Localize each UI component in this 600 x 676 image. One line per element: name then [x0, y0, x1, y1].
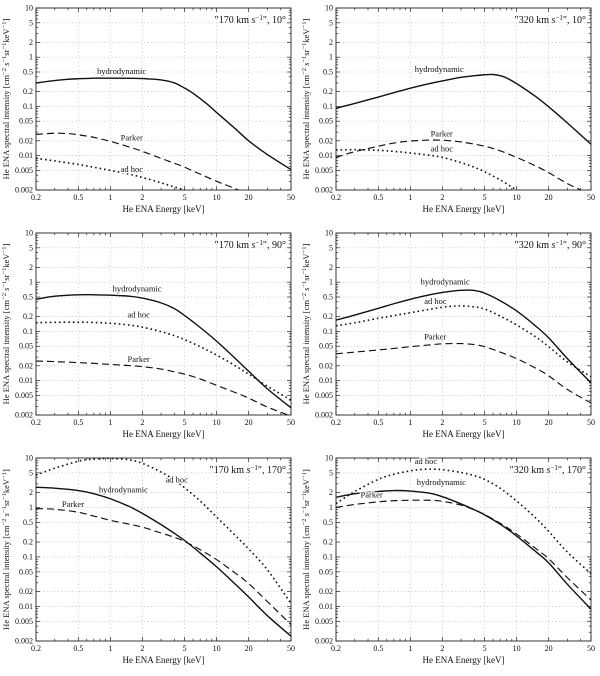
- svg-text:0.05: 0.05: [319, 116, 333, 126]
- svg-text:10: 10: [512, 193, 521, 202]
- svg-text:0.002: 0.002: [315, 410, 333, 420]
- svg-text:0.2: 0.2: [31, 193, 41, 202]
- svg-text:1: 1: [408, 193, 413, 202]
- svg-text:0.2: 0.2: [323, 537, 333, 547]
- svg-text:0.05: 0.05: [319, 567, 333, 577]
- curve-label-Parker: Parker: [360, 489, 383, 500]
- svg-text:10: 10: [212, 193, 221, 202]
- svg-text:0.02: 0.02: [19, 361, 33, 371]
- svg-text:0.1: 0.1: [23, 326, 33, 336]
- curve-hydrodynamic: [36, 484, 291, 636]
- svg-text:0.01: 0.01: [19, 151, 33, 161]
- curve-label-hydrodynamic: hydrodynamic: [420, 276, 470, 287]
- curve-hydrodynamic: [336, 290, 591, 383]
- plot-320kms-10deg: [300, 0, 600, 225]
- svg-text:50: 50: [287, 418, 295, 427]
- svg-text:0.5: 0.5: [23, 517, 33, 527]
- svg-text:0.02: 0.02: [319, 361, 333, 371]
- svg-text:1: 1: [29, 52, 33, 62]
- x-axis-label: He ENA Energy [keV]: [122, 204, 205, 214]
- svg-text:5: 5: [482, 644, 487, 653]
- svg-text:0.2: 0.2: [331, 193, 341, 202]
- svg-text:0.5: 0.5: [23, 67, 33, 77]
- curve-Parker: [336, 500, 591, 600]
- plot-320kms-170deg: [300, 450, 600, 676]
- svg-text:0.005: 0.005: [315, 165, 333, 175]
- plot-frame: [36, 8, 291, 190]
- panel-170kms-10deg: [0, 0, 300, 225]
- svg-text:0.002: 0.002: [15, 185, 33, 195]
- svg-text:2: 2: [440, 193, 445, 202]
- svg-text:10: 10: [512, 644, 521, 653]
- curve-label-ad-hoc: ad hoc: [430, 143, 453, 154]
- svg-text:0.05: 0.05: [19, 116, 33, 126]
- curve-ad-hoc: [36, 458, 291, 603]
- plot-320kms-90deg: [300, 225, 600, 450]
- svg-text:10: 10: [212, 418, 221, 427]
- svg-text:20: 20: [544, 418, 553, 427]
- svg-text:20: 20: [544, 193, 553, 202]
- curve-label-hydrodynamic: hydrodynamic: [98, 484, 148, 495]
- svg-text:0.01: 0.01: [319, 151, 333, 161]
- svg-text:5: 5: [329, 243, 333, 253]
- panel-title: "170 km $s^{-1}$", 170°: [209, 463, 286, 476]
- svg-text:0.005: 0.005: [315, 390, 333, 400]
- svg-text:50: 50: [587, 644, 595, 653]
- svg-text:0.2: 0.2: [23, 312, 33, 322]
- svg-text:2: 2: [29, 488, 33, 498]
- curve-label-Parker: Parker: [120, 132, 143, 143]
- svg-text:5: 5: [182, 193, 187, 202]
- svg-text:0.005: 0.005: [15, 165, 33, 175]
- tick-labels: [15, 4, 295, 203]
- svg-text:0.5: 0.5: [323, 292, 333, 302]
- svg-text:0.02: 0.02: [19, 136, 33, 146]
- svg-text:2: 2: [440, 644, 445, 653]
- panel-320kms-170deg: [300, 450, 600, 676]
- gridlines: [336, 233, 591, 415]
- svg-text:0.1: 0.1: [323, 326, 333, 336]
- svg-text:0.2: 0.2: [23, 87, 33, 97]
- panel-title: "170 km $s^{-1}$", 90°: [214, 238, 286, 251]
- tick-labels: [15, 229, 295, 428]
- panel-title: "320 km $s^{-1}$", 10°: [514, 13, 586, 26]
- y-axis-label: He ENA spectral intensity [$cm^{-2}$ $s^{-1}sr^{-1}keV^{-1}$]: [0, 469, 11, 630]
- svg-text:0.01: 0.01: [319, 376, 333, 386]
- svg-text:0.5: 0.5: [73, 193, 84, 202]
- y-axis-label: He ENA spectral intensity [$cm^{-2}$ $s^{-1}sr^{-1}keV^{-1}$]: [0, 18, 11, 180]
- plot-frame: [336, 8, 591, 190]
- svg-text:1: 1: [329, 52, 333, 62]
- svg-text:10: 10: [325, 3, 333, 13]
- curve-label-hydrodynamic: hydrodynamic: [112, 283, 162, 294]
- svg-text:2: 2: [329, 488, 333, 498]
- x-axis-label: He ENA Energy [keV]: [422, 204, 505, 214]
- svg-text:5: 5: [182, 644, 187, 653]
- curve-hydrodynamic: [36, 295, 291, 408]
- x-axis-label: He ENA Energy [keV]: [122, 655, 205, 665]
- x-axis-label: He ENA Energy [keV]: [122, 429, 205, 439]
- svg-text:0.2: 0.2: [31, 644, 41, 653]
- svg-text:5: 5: [29, 243, 33, 253]
- curve-label-ad-hoc: ad hoc: [165, 474, 188, 485]
- svg-text:2: 2: [29, 37, 33, 47]
- tick-labels: [315, 229, 595, 428]
- plot-frame: [36, 458, 291, 641]
- svg-text:0.5: 0.5: [23, 292, 33, 302]
- svg-text:0.2: 0.2: [323, 312, 333, 322]
- svg-text:20: 20: [244, 193, 253, 202]
- svg-text:2: 2: [440, 418, 445, 427]
- svg-text:0.1: 0.1: [323, 101, 333, 111]
- y-axis-label: He ENA spectral intensity [$cm^{-2}$ $s^{-1}sr^{-1}keV^{-1}$]: [300, 469, 311, 630]
- curve-label-ad-hoc: ad hoc: [414, 455, 438, 466]
- svg-text:20: 20: [244, 418, 253, 427]
- svg-text:0.5: 0.5: [323, 517, 333, 527]
- svg-text:1: 1: [29, 277, 33, 287]
- svg-text:5: 5: [329, 468, 333, 478]
- svg-text:50: 50: [587, 193, 595, 202]
- curves: [36, 78, 291, 190]
- curve-label-hydrodynamic: hydrodynamic: [97, 65, 147, 76]
- curve-Parker: [336, 344, 591, 403]
- svg-text:0.01: 0.01: [19, 376, 33, 386]
- svg-text:0.005: 0.005: [315, 616, 333, 626]
- svg-text:0.2: 0.2: [323, 87, 333, 97]
- svg-text:0.2: 0.2: [331, 418, 341, 427]
- curve-hydrodynamic: [336, 74, 591, 144]
- axis-ticks: [336, 8, 591, 190]
- svg-text:5: 5: [29, 468, 33, 478]
- svg-text:0.05: 0.05: [319, 341, 333, 351]
- svg-text:2: 2: [140, 193, 145, 202]
- svg-text:10: 10: [512, 418, 521, 427]
- curve-label-hydrodynamic: hydrodynamic: [416, 476, 466, 487]
- panel-170kms-90deg: [0, 225, 300, 450]
- svg-text:1: 1: [29, 502, 33, 512]
- gridlines: [36, 458, 291, 641]
- svg-text:20: 20: [244, 644, 253, 653]
- plot-170kms-170deg: [0, 450, 300, 676]
- gridlines: [36, 8, 291, 190]
- svg-text:0.5: 0.5: [373, 193, 384, 202]
- curve-ad-hoc: [36, 322, 291, 400]
- plot-frame: [336, 233, 591, 415]
- svg-text:2: 2: [329, 37, 333, 47]
- x-axis-label: He ENA Energy [keV]: [422, 655, 505, 665]
- svg-text:0.5: 0.5: [73, 644, 84, 653]
- svg-text:10: 10: [25, 3, 33, 13]
- svg-text:2: 2: [140, 418, 145, 427]
- svg-text:5: 5: [182, 418, 187, 427]
- svg-text:10: 10: [325, 453, 333, 463]
- svg-text:0.002: 0.002: [15, 636, 33, 646]
- svg-text:0.02: 0.02: [319, 136, 333, 146]
- svg-text:1: 1: [408, 418, 413, 427]
- curve-label-hydrodynamic: hydrodynamic: [414, 64, 464, 75]
- svg-text:0.005: 0.005: [15, 616, 33, 626]
- panel-title: "320 km $s^{-1}$", 90°: [514, 238, 586, 251]
- svg-text:0.1: 0.1: [323, 552, 333, 562]
- curve-label-ad-hoc: ad hoc: [424, 296, 447, 307]
- curve-label-Parker: Parker: [61, 499, 85, 510]
- x-axis-label: He ENA Energy [keV]: [422, 429, 505, 439]
- svg-text:1: 1: [108, 418, 113, 427]
- curves: [36, 295, 291, 416]
- gridlines: [36, 233, 291, 415]
- y-axis-label: He ENA spectral intensity [$cm^{-2}$ $s^{-1}sr^{-1}keV^{-1}$]: [0, 243, 11, 405]
- svg-text:0.02: 0.02: [19, 587, 33, 597]
- plot-170kms-90deg: [0, 225, 300, 450]
- svg-text:0.02: 0.02: [319, 587, 333, 597]
- svg-text:0.01: 0.01: [19, 601, 33, 611]
- svg-text:1: 1: [329, 502, 333, 512]
- svg-text:5: 5: [29, 18, 33, 28]
- svg-text:0.01: 0.01: [319, 601, 333, 611]
- axis-ticks: [36, 458, 291, 641]
- svg-text:0.005: 0.005: [15, 390, 33, 400]
- axis-ticks: [36, 8, 291, 190]
- svg-text:0.002: 0.002: [315, 185, 333, 195]
- y-axis-label: He ENA spectral intensity [$cm^{-2}$ $s^{-1}sr^{-1}keV^{-1}$]: [300, 243, 311, 405]
- svg-text:1: 1: [108, 193, 113, 202]
- curve-label-Parker: Parker: [424, 331, 447, 342]
- svg-text:0.5: 0.5: [373, 418, 384, 427]
- plot-frame: [36, 233, 291, 415]
- svg-text:1: 1: [329, 277, 333, 287]
- svg-text:5: 5: [482, 193, 487, 202]
- svg-text:0.2: 0.2: [331, 644, 341, 653]
- gridlines: [336, 8, 591, 190]
- panel-title: "320 km $s^{-1}$", 170°: [509, 463, 586, 476]
- svg-text:0.002: 0.002: [15, 410, 33, 420]
- svg-text:0.2: 0.2: [23, 537, 33, 547]
- svg-text:10: 10: [325, 228, 333, 238]
- plot-170kms-10deg: [0, 0, 300, 225]
- curve-Parker: [36, 361, 291, 416]
- svg-text:10: 10: [212, 644, 221, 653]
- svg-text:2: 2: [140, 644, 145, 653]
- svg-text:0.1: 0.1: [23, 101, 33, 111]
- svg-text:50: 50: [587, 418, 595, 427]
- svg-text:20: 20: [544, 644, 553, 653]
- svg-text:2: 2: [29, 262, 33, 272]
- curve-Parker: [336, 140, 581, 190]
- svg-text:0.1: 0.1: [23, 552, 33, 562]
- svg-text:0.05: 0.05: [19, 341, 33, 351]
- svg-text:0.5: 0.5: [373, 644, 384, 653]
- svg-text:10: 10: [25, 453, 33, 463]
- y-axis-label: He ENA spectral intensity [$cm^{-2}$ $s^{-1}sr^{-1}keV^{-1}$]: [300, 18, 311, 180]
- svg-text:0.05: 0.05: [19, 567, 33, 577]
- svg-text:10: 10: [25, 228, 33, 238]
- curve-label-Parker: Parker: [127, 354, 150, 365]
- panel-title: "170 km $s^{-1}$", 10°: [214, 13, 286, 26]
- curve-label-Parker: Parker: [430, 128, 453, 139]
- axis-ticks: [36, 233, 291, 415]
- curves: [36, 458, 291, 636]
- svg-text:0.5: 0.5: [323, 67, 333, 77]
- svg-text:0.2: 0.2: [31, 418, 41, 427]
- svg-text:50: 50: [287, 193, 295, 202]
- panel-320kms-90deg: [300, 225, 600, 450]
- svg-text:1: 1: [108, 644, 113, 653]
- panel-170kms-170deg: [0, 450, 300, 676]
- svg-text:0.002: 0.002: [315, 636, 333, 646]
- curve-label-ad-hoc: ad hoc: [120, 164, 144, 175]
- svg-text:1: 1: [408, 644, 413, 653]
- panel-320kms-10deg: [300, 0, 600, 225]
- svg-text:2: 2: [329, 262, 333, 272]
- svg-text:5: 5: [329, 18, 333, 28]
- axis-ticks: [336, 233, 591, 415]
- svg-text:0.5: 0.5: [73, 418, 84, 427]
- curve-label-ad-hoc: ad hoc: [127, 309, 150, 320]
- svg-text:50: 50: [287, 644, 295, 653]
- svg-text:5: 5: [482, 418, 487, 427]
